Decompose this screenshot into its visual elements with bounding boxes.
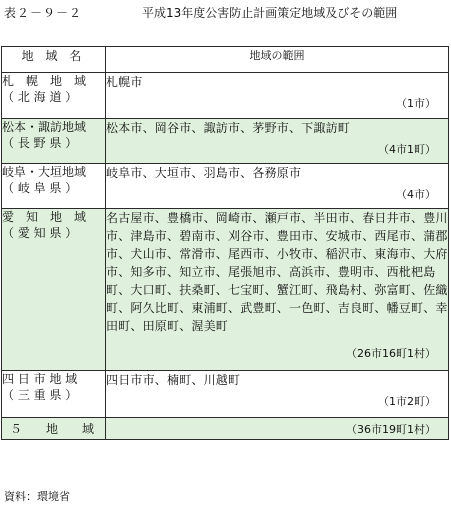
col-header-area-name: 地 域 名 <box>2 47 106 73</box>
area-name: 岐阜・大垣地域 <box>2 165 87 179</box>
col-header-area-range: 地域の範囲 <box>106 47 449 73</box>
table-total-row <box>2 418 449 440</box>
page-header <box>4 4 447 22</box>
area-range-cell <box>106 209 449 371</box>
table-row <box>2 119 449 164</box>
area-range-cell <box>106 119 449 164</box>
area-count: （1市2町） <box>378 395 436 408</box>
table-row <box>2 164 449 209</box>
area-name-cell <box>2 164 106 209</box>
total-count: （36市19町1村） <box>346 423 436 436</box>
area-prefecture: （ 長 野 県 ） <box>2 136 78 150</box>
area-prefecture: （ 岐 阜 県 ） <box>2 181 78 195</box>
area-prefecture: （ 三 重 県 ） <box>2 388 78 402</box>
area-municipalities: 松本市、岡谷市、諏訪市、茅野市、下諏訪町 <box>106 121 351 135</box>
table-number: 表２－９－２ <box>4 6 83 20</box>
table-row <box>2 209 449 371</box>
source-note: 資料：環境省 <box>4 490 70 503</box>
area-municipalities: 四日市市、楠町、川越町 <box>106 373 241 387</box>
area-name-cell <box>2 371 106 418</box>
area-range-cell <box>106 371 449 418</box>
table-row <box>2 371 449 418</box>
total-count-cell <box>106 418 449 440</box>
designated-areas-table <box>1 46 449 440</box>
table-row <box>2 73 449 119</box>
area-name: 札 幌 地 域 <box>2 74 87 88</box>
area-count: （1市） <box>396 97 436 110</box>
area-municipalities: 名古屋市、豊橋市、岡崎市、瀬戸市、半田市、春日井市、豊川市、津島市、碧南市、刈谷市、豊田市、安城市、西尾市、蒲郡市、犬山市、常滑市、尾西市、小牧市、稲沢市、東海市、大府市、知多市、知立市、尾張旭市、高浜市、豊明市、西枇杷島町、大口町、扶桑町、七宝町、蟹江町、飛島村、弥富町、佐織町、阿久比町、東浦町、武豊町、一色町、吉良町、幡豆町、幸田町、田原町、渥美町 <box>106 211 448 333</box>
area-name: 四 日 市 地 域 <box>2 372 78 386</box>
area-range-cell <box>106 164 449 209</box>
area-count: （26市16町1村） <box>346 347 436 360</box>
area-name-cell <box>2 119 106 164</box>
area-prefecture: （ 愛 知 県 ） <box>2 226 78 240</box>
area-count: （4市1町） <box>378 143 436 156</box>
area-prefecture: （ 北 海 道 ） <box>2 90 78 104</box>
table-header-row <box>2 47 449 73</box>
area-municipalities: 札幌市 <box>106 75 143 89</box>
area-municipalities: 岐阜市、大垣市、羽島市、各務原市 <box>106 166 302 180</box>
total-label: ５ 地 域 <box>2 418 106 440</box>
area-name-cell <box>2 209 106 371</box>
table-title: 平成13年度公害防止計画策定地域及びその範囲 <box>142 6 398 20</box>
area-name: 松本・諏訪地域 <box>2 120 87 134</box>
area-range-cell <box>106 73 449 119</box>
area-count: （4市） <box>396 188 436 201</box>
area-name-cell <box>2 73 106 119</box>
area-name: 愛 知 地 域 <box>2 210 87 224</box>
